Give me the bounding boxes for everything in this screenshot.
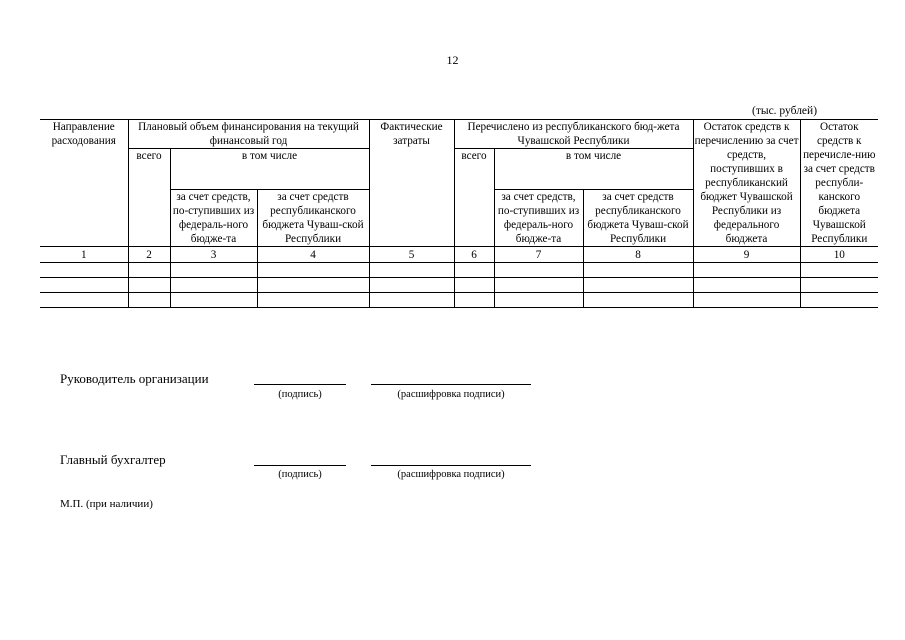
column-number: 3 [170, 247, 257, 263]
column-number: 8 [583, 247, 693, 263]
header-plan-fed: за счет средств, по-ступивших из федераль-ного бюдже-та [170, 190, 257, 247]
chief-accountant-label: Главный бухгалтер [60, 452, 166, 467]
page-number: 12 [446, 53, 459, 67]
accountant-decoding-line[interactable] [371, 465, 531, 466]
accountant-signature-line[interactable] [254, 465, 346, 466]
header-transfer-fed: за счет средств, по-ступивших из федераль-ного бюдже-та [494, 190, 583, 247]
units-label: (тыс. рублей) [752, 105, 818, 117]
header-rest-republic: Остаток средств к перечисле-нию за счет средств республи-канского бюджета Чувашской Республики [800, 120, 878, 247]
header-transfer-total: всего [454, 149, 494, 247]
header-fact: Фактические затраты [369, 120, 454, 247]
column-numbers-row [40, 247, 878, 263]
accountant-signature-caption: (подпись) [278, 469, 322, 480]
head-signature-caption: (подпись) [278, 389, 322, 400]
header-plan-including: в том числе [170, 149, 369, 190]
head-label: Руководитель организации [60, 371, 209, 386]
head-signature-line[interactable] [254, 384, 346, 385]
header-transfer-rep: за счет средств республиканского бюджета Чуваш-ской Республики [583, 190, 693, 247]
column-number: 9 [693, 247, 800, 263]
header-plan-total: всего [128, 149, 170, 247]
column-number: 6 [454, 247, 494, 263]
header-transfer-including: в том числе [494, 149, 693, 190]
header-direction: Направление расходования [40, 120, 128, 247]
header-transfer: Перечислено из республиканского бюд-жета Чувашской Республики [454, 120, 693, 149]
column-number: 10 [800, 247, 878, 263]
column-number: 4 [257, 247, 369, 263]
table-row [40, 263, 878, 278]
header-plan-rep: за счет средств республиканского бюджета Чуваш-ской Республики [257, 190, 369, 247]
column-number: 2 [128, 247, 170, 263]
table-row [40, 278, 878, 293]
column-number: 5 [369, 247, 454, 263]
table-row [40, 293, 878, 308]
header-plan: Плановый объем финансирования на текущий финансовый год [128, 120, 369, 149]
column-number: 1 [40, 247, 128, 263]
report-table [40, 119, 878, 308]
column-number: 7 [494, 247, 583, 263]
head-decoding-line[interactable] [371, 384, 531, 385]
stamp-note: М.П. (при наличии) [60, 498, 153, 510]
head-decoding-caption: (расшифровка подписи) [397, 389, 505, 400]
header-rest-federal: Остаток средств к перечислению за счет средств, поступивших в республиканский бюджет Чувашской Республики из федерального бюджета [694, 121, 799, 245]
accountant-decoding-caption: (расшифровка подписи) [397, 469, 505, 480]
